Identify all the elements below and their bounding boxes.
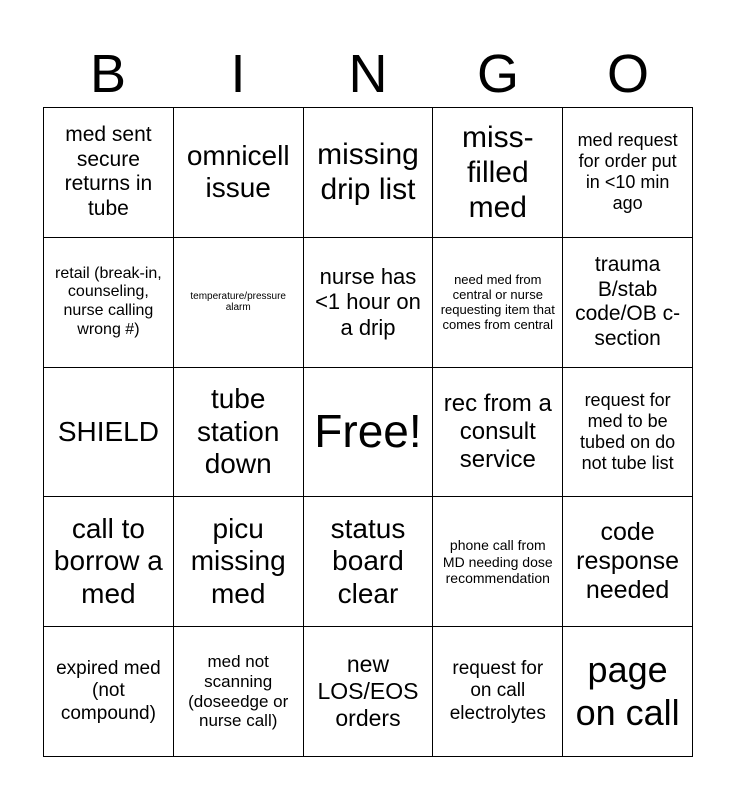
cell-text: missing drip list (317, 138, 419, 207)
cell-text: tube station down (196, 382, 280, 480)
bingo-cell[interactable] (44, 238, 174, 368)
cell-text: picu missing med (190, 512, 286, 610)
header-letter-i: I (230, 44, 246, 104)
header-letter-g: G (476, 44, 519, 104)
bingo-cell[interactable] (433, 368, 563, 498)
cell-text: code response needed (576, 517, 680, 605)
cell-text: page on call (575, 649, 680, 733)
cell-text: Free! (314, 405, 422, 458)
bingo-cell[interactable] (563, 108, 693, 238)
header-letter-b: B (89, 44, 127, 104)
cell-text: med sent secure returns in tube (64, 123, 153, 220)
cell-text: retail (break-in, counseling, nurse calling wrong #) (55, 264, 162, 338)
bingo-cell[interactable] (563, 368, 693, 498)
cell-text: request for med to be tubed on do not tube list (580, 389, 676, 474)
cell-text: temperature/pressure alarm (190, 290, 286, 314)
bingo-cell[interactable] (44, 108, 174, 238)
bingo-cell[interactable] (44, 627, 174, 757)
bingo-cell[interactable] (174, 497, 304, 627)
cell-text: SHIELD (57, 415, 159, 447)
cell-text: nurse has <1 hour on a drip (315, 263, 421, 341)
cell-text: phone call from MD needing dose recommendation (442, 537, 553, 586)
bingo-cell[interactable] (174, 108, 304, 238)
cell-text: need med from central or nurse requesting item that comes from central (440, 271, 555, 333)
cell-text: rec from a consult service (443, 389, 552, 474)
cell-text: omnicell issue (186, 139, 290, 204)
bingo-cell[interactable] (304, 108, 434, 238)
bingo-cell[interactable] (563, 238, 693, 368)
cell-text: new LOS/EOS orders (317, 651, 419, 732)
bingo-cell[interactable] (174, 238, 304, 368)
bingo-header (43, 40, 693, 108)
cell-text: med not scanning (doseedge or nurse call) (188, 651, 289, 731)
cell-text: med request for order put in <10 min ago (577, 130, 678, 214)
cell-text: miss-filled med (461, 120, 534, 224)
cell-text: trauma B/stab code/OB c-section (575, 253, 681, 350)
bingo-grid (43, 107, 693, 757)
cell-text: status board clear (330, 512, 406, 610)
bingo-cell[interactable] (433, 497, 563, 627)
bingo-cell[interactable] (304, 627, 434, 757)
header-letter-o: O (606, 44, 649, 104)
free-space[interactable] (304, 368, 434, 498)
cell-text: expired med (not compound) (56, 658, 161, 724)
bingo-cell[interactable] (304, 238, 434, 368)
bingo-cell[interactable] (174, 368, 304, 498)
bingo-cell[interactable] (563, 497, 693, 627)
bingo-cell[interactable] (44, 368, 174, 498)
cell-text: request for on call electrolytes (449, 658, 546, 724)
bingo-cell[interactable] (563, 627, 693, 757)
bingo-cell[interactable] (433, 238, 563, 368)
bingo-cell[interactable] (44, 497, 174, 627)
bingo-cell[interactable] (174, 627, 304, 757)
bingo-cell[interactable] (304, 497, 434, 627)
header-letter-n: N (348, 44, 388, 104)
bingo-cell[interactable] (433, 108, 563, 238)
cell-text: call to borrow a med (53, 512, 163, 610)
bingo-cell[interactable] (433, 627, 563, 757)
